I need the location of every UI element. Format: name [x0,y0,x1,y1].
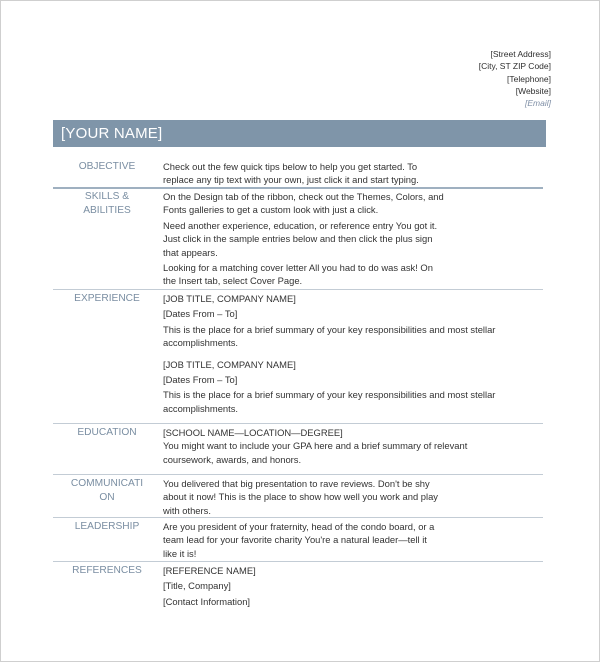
skills-line: Fonts galleries to get a custom look with just a click. [163,204,379,216]
section-divider [53,423,543,424]
job-summary: accomplishments. [163,402,239,414]
skills-line: Just click in the sample entries below and then click the plus sign [163,233,433,245]
experience-content[interactable] [163,292,543,415]
section-label-skills [53,190,161,217]
objective-line: replace any tip text with your own, just click it and start typing. [163,174,419,186]
skills-line: On the Design tab of the ribbon, check out the Themes, Colors, and [163,191,444,202]
section-divider [53,474,543,475]
name-banner [53,120,546,147]
section-label-line: SKILLS & [84,191,130,202]
skills-line: Need another experience, education, or reference entry You got it. [163,219,438,231]
skills-content[interactable] [163,190,543,288]
job-dates: [Dates From – To] [163,308,238,320]
leadership-content[interactable] [163,520,543,560]
section-label-line: ON [99,491,115,503]
objective-content[interactable] [163,160,543,187]
leadership-line: like it is! [163,547,197,559]
section-label-education: EDUCATION [77,427,137,438]
job-summary: This is the place for a brief summary of your key responsibilities and most stellar [163,389,496,401]
section-divider [53,289,543,290]
section-label-references: REFERENCES [72,565,142,576]
job-title: [JOB TITLE, COMPANY NAME] [163,358,296,370]
email[interactable]: [Email] [525,98,551,109]
education-line: You might want to include your GPA here and a brief summary of relevant [163,440,468,452]
section-divider [53,517,543,518]
your-name[interactable]: [YOUR NAME] [61,125,163,142]
street-address[interactable]: [Street Address] [490,49,551,59]
section-label-leadership: LEADERSHIP [74,521,140,532]
communication-line: You delivered that big presentation to rave reviews. Don't be shy [163,478,430,489]
skills-line: that appears. [163,246,218,258]
section-label-communication [53,477,161,504]
city-state-zip[interactable]: [City, ST ZIP Code] [478,61,551,72]
communication-line: with others. [163,504,211,516]
reference-title: [Title, Company] [163,580,231,592]
objective-line: Check out the few quick tips below to help you get started. To [163,161,418,172]
section-divider [53,187,543,189]
job-title: [JOB TITLE, COMPANY NAME] [163,293,296,304]
references-content[interactable] [163,564,543,608]
job-dates: [Dates From – To] [163,374,238,386]
skills-line: the Insert tab, select Cover Page. [163,275,303,287]
communication-content[interactable] [163,477,543,517]
job-summary: accomplishments. [163,337,239,349]
reference-contact: [Contact Information] [163,595,251,607]
section-label-line: ABILITIES [83,204,131,216]
section-label-objective: OBJECTIVE [78,161,136,172]
school-name: [SCHOOL NAME—LOCATION—DEGREE] [163,427,343,438]
job-summary: This is the place for a brief summary of your key responsibilities and most stellar [163,323,496,335]
section-label-line: COMMUNICATI [70,478,144,489]
education-line: coursework, awards, and honors. [163,453,302,465]
reference-name: [REFERENCE NAME] [163,565,256,576]
website[interactable]: [Website] [515,85,551,96]
section-label-experience: EXPERIENCE [74,293,140,304]
skills-line: Looking for a matching cover letter All you had to do was ask! On [163,262,433,274]
education-content[interactable] [163,426,543,466]
section-divider [53,561,543,562]
leadership-line: Are you president of your fraternity, head of the condo board, or a [163,521,435,532]
communication-line: about it now! This is the place to show how well you work and play [163,491,438,503]
telephone[interactable]: [Telephone] [507,73,551,84]
contact-block [479,48,551,109]
leadership-line: team lead for your favorite charity You're a natural leader—tell it [163,534,427,546]
